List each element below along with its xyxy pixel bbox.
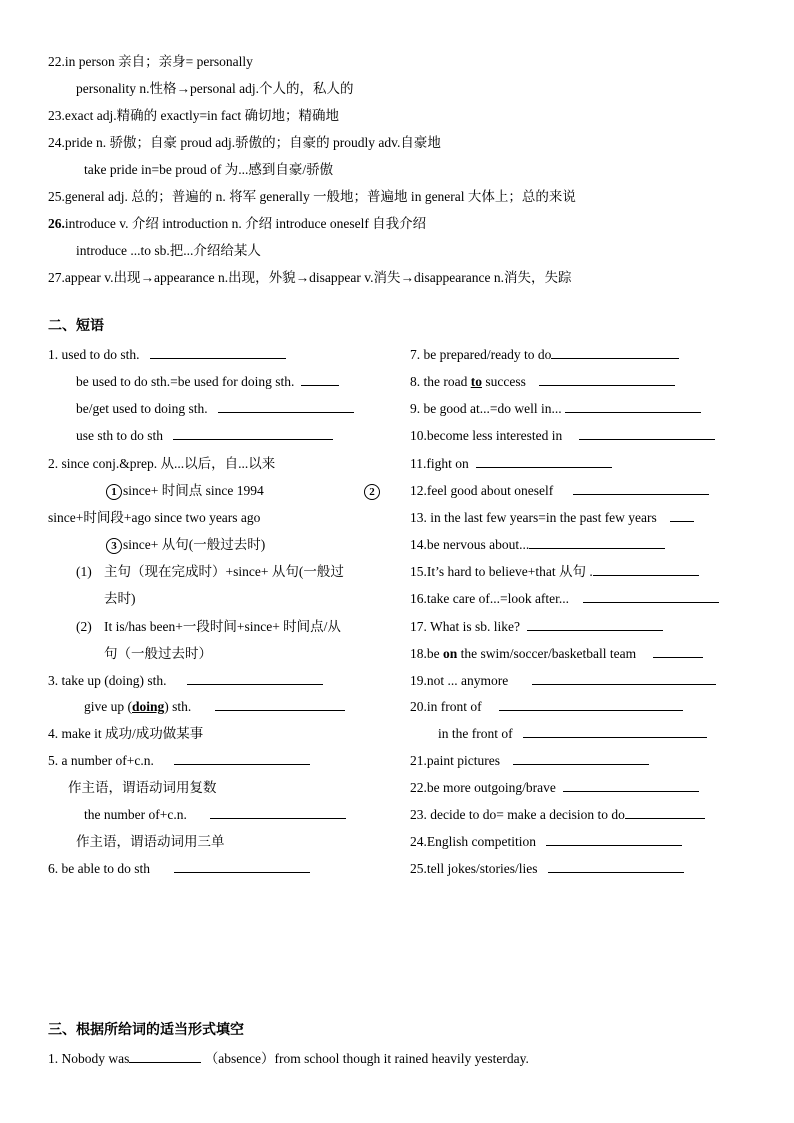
- answer-blank[interactable]: [546, 833, 682, 846]
- phrase-14: 14.be nervous about...: [410, 536, 665, 554]
- fill-question-1: 1. Nobody was （absence）from school though it rained heavily yesterday.: [48, 1051, 529, 1066]
- answer-blank[interactable]: [653, 645, 703, 658]
- answer-blank[interactable]: [593, 563, 699, 576]
- phrase-25: 25.tell jokes/stories/lies: [410, 860, 684, 878]
- answer-blank[interactable]: [529, 536, 665, 549]
- note-1-line-a: 主句（现在完成时）+since+ 从句(一般过: [104, 564, 344, 579]
- phrase-19: 19.not ... anymore: [410, 672, 716, 690]
- phrase-5b: 作主语，谓语动词用复数: [68, 780, 217, 795]
- vocab-26-text: introduce v. 介绍 introduction n. 介绍 introduce oneself 自我介绍: [64, 216, 427, 231]
- answer-blank[interactable]: [499, 698, 683, 711]
- answer-blank[interactable]: [301, 373, 339, 386]
- vocab-line-22b: personality n.性格→personal adj.个人的，私人的: [76, 81, 354, 96]
- answer-blank[interactable]: [573, 482, 709, 495]
- phrase-1c: be/get used to doing sth.: [76, 400, 354, 418]
- answer-blank[interactable]: [150, 346, 286, 359]
- section-3-title: 三、根据所给词的适当形式填空: [48, 1023, 244, 1038]
- answer-blank[interactable]: [173, 427, 333, 440]
- answer-blank[interactable]: [174, 752, 310, 765]
- note-1-line-b: 去时): [104, 591, 136, 606]
- phrase-10: 10.become less interested in: [410, 427, 715, 445]
- phrase-23: 23. decide to do= make a decision to do: [410, 806, 705, 824]
- answer-blank[interactable]: [539, 373, 675, 386]
- phrase-2: 2. since conj.&prep. 从...以后，自...以来: [48, 456, 276, 471]
- vocab-line-26: [48, 215, 426, 233]
- note-2-line-a: It is/has been+一段时间+since+ 时间点/从: [104, 619, 341, 634]
- phrase-11: 11.fight on: [410, 455, 612, 473]
- answer-blank[interactable]: [548, 860, 684, 873]
- circled-number: 3: [106, 538, 122, 554]
- phrase-24: 24.English competition: [410, 833, 682, 851]
- vocab-line-26b: introduce ...to sb.把...介绍给某人: [76, 243, 261, 258]
- phrase-1d: use sth to do sth: [76, 427, 333, 445]
- answer-blank[interactable]: [527, 618, 663, 631]
- phrase-8: 8. the road to success: [410, 373, 675, 391]
- phrase-18: 18.be on the swim/soccer/basketball team: [410, 645, 703, 663]
- phrase-3b: give up (doing) sth.: [84, 698, 345, 716]
- circled-number: 2: [364, 484, 380, 500]
- vocab-line-24b: take pride in=be proud of 为...感到自豪/骄傲: [84, 162, 334, 177]
- section-2-title: 二、短语: [48, 319, 104, 334]
- phrase-1: 1. used to do sth.: [48, 346, 286, 364]
- note-1-marker: (1): [76, 564, 92, 579]
- answer-blank[interactable]: [174, 860, 310, 873]
- answer-blank[interactable]: [215, 698, 345, 711]
- phrase-4: 4. make it 成功/成功做某事: [48, 726, 204, 741]
- answer-blank[interactable]: [670, 509, 694, 522]
- phrase-7: 7. be prepared/ready to do: [410, 346, 679, 364]
- phrase-20b: in the front of: [438, 725, 707, 743]
- answer-blank[interactable]: [551, 346, 679, 359]
- vocab-line-22: 22.in person 亲自；亲身= personally: [48, 54, 253, 69]
- answer-blank[interactable]: [532, 672, 716, 685]
- phrase-6: 6. be able to do sth: [48, 860, 310, 878]
- answer-blank[interactable]: [129, 1050, 201, 1063]
- answer-blank[interactable]: [565, 400, 701, 413]
- phrase-15: 15.It’s hard to believe+that 从句 .: [410, 563, 699, 581]
- phrase-5d: 作主语，谓语动词用三单: [76, 834, 225, 849]
- phrase-22: 22.be more outgoing/brave: [410, 779, 699, 797]
- answer-blank[interactable]: [579, 427, 715, 440]
- phrase-2b: since+时间段+ago since two years ago: [48, 510, 261, 525]
- circled-number-2-holder: [364, 482, 381, 500]
- answer-blank[interactable]: [563, 779, 699, 792]
- phrase-20: 20.in front of: [410, 698, 683, 716]
- phrase-9: 9. be good at...=do well in...: [410, 400, 701, 418]
- phrase-5c: the number of+c.n.: [84, 806, 346, 824]
- phrase-16: 16.take care of...=look after...: [410, 590, 719, 608]
- phrase-17: 17. What is sb. like?: [410, 618, 663, 636]
- answer-blank[interactable]: [476, 455, 612, 468]
- phrase-5: 5. a number of+c.n.: [48, 752, 310, 770]
- vocab-26-number: 26.: [48, 216, 65, 231]
- phrase-2c: 3 since+ 从句(一般过去时): [106, 536, 265, 554]
- answer-blank[interactable]: [187, 672, 323, 685]
- answer-blank[interactable]: [523, 725, 707, 738]
- answer-blank[interactable]: [210, 806, 346, 819]
- vocab-line-27: 27.appear v.出现→appearance n.出现，外貌→disappear v.消失→disappearance n.消失，失踪: [48, 270, 572, 285]
- phrase-1b: be used to do sth.=be used for doing sth.: [76, 373, 339, 391]
- answer-blank[interactable]: [583, 590, 719, 603]
- vocab-line-25: 25.general adj. 总的；普遍的 n. 将军 generally 一般地；普遍地 in general 大体上；总的来说: [48, 189, 576, 204]
- vocab-line-24: 24.pride n. 骄傲；自豪 proud adj.骄傲的；自豪的 proudly adv.自豪地: [48, 135, 441, 150]
- answer-blank[interactable]: [513, 752, 649, 765]
- answer-blank[interactable]: [625, 806, 705, 819]
- answer-blank[interactable]: [218, 400, 354, 413]
- note-2-marker: (2): [76, 619, 92, 634]
- phrase-3: 3. take up (doing) sth.: [48, 672, 323, 690]
- note-2-line-b: 句（一般过去时）: [104, 646, 212, 661]
- phrase-13: 13. in the last few years=in the past few years: [410, 509, 694, 527]
- circled-number: 1: [106, 484, 122, 500]
- phrase-12: 12.feel good about oneself: [410, 482, 709, 500]
- phrase-2a: 1 since+ 时间点 since 1994: [106, 482, 264, 500]
- vocab-line-23: 23.exact adj.精确的 exactly=in fact 确切地；精确地: [48, 108, 340, 123]
- phrase-21: 21.paint pictures: [410, 752, 649, 770]
